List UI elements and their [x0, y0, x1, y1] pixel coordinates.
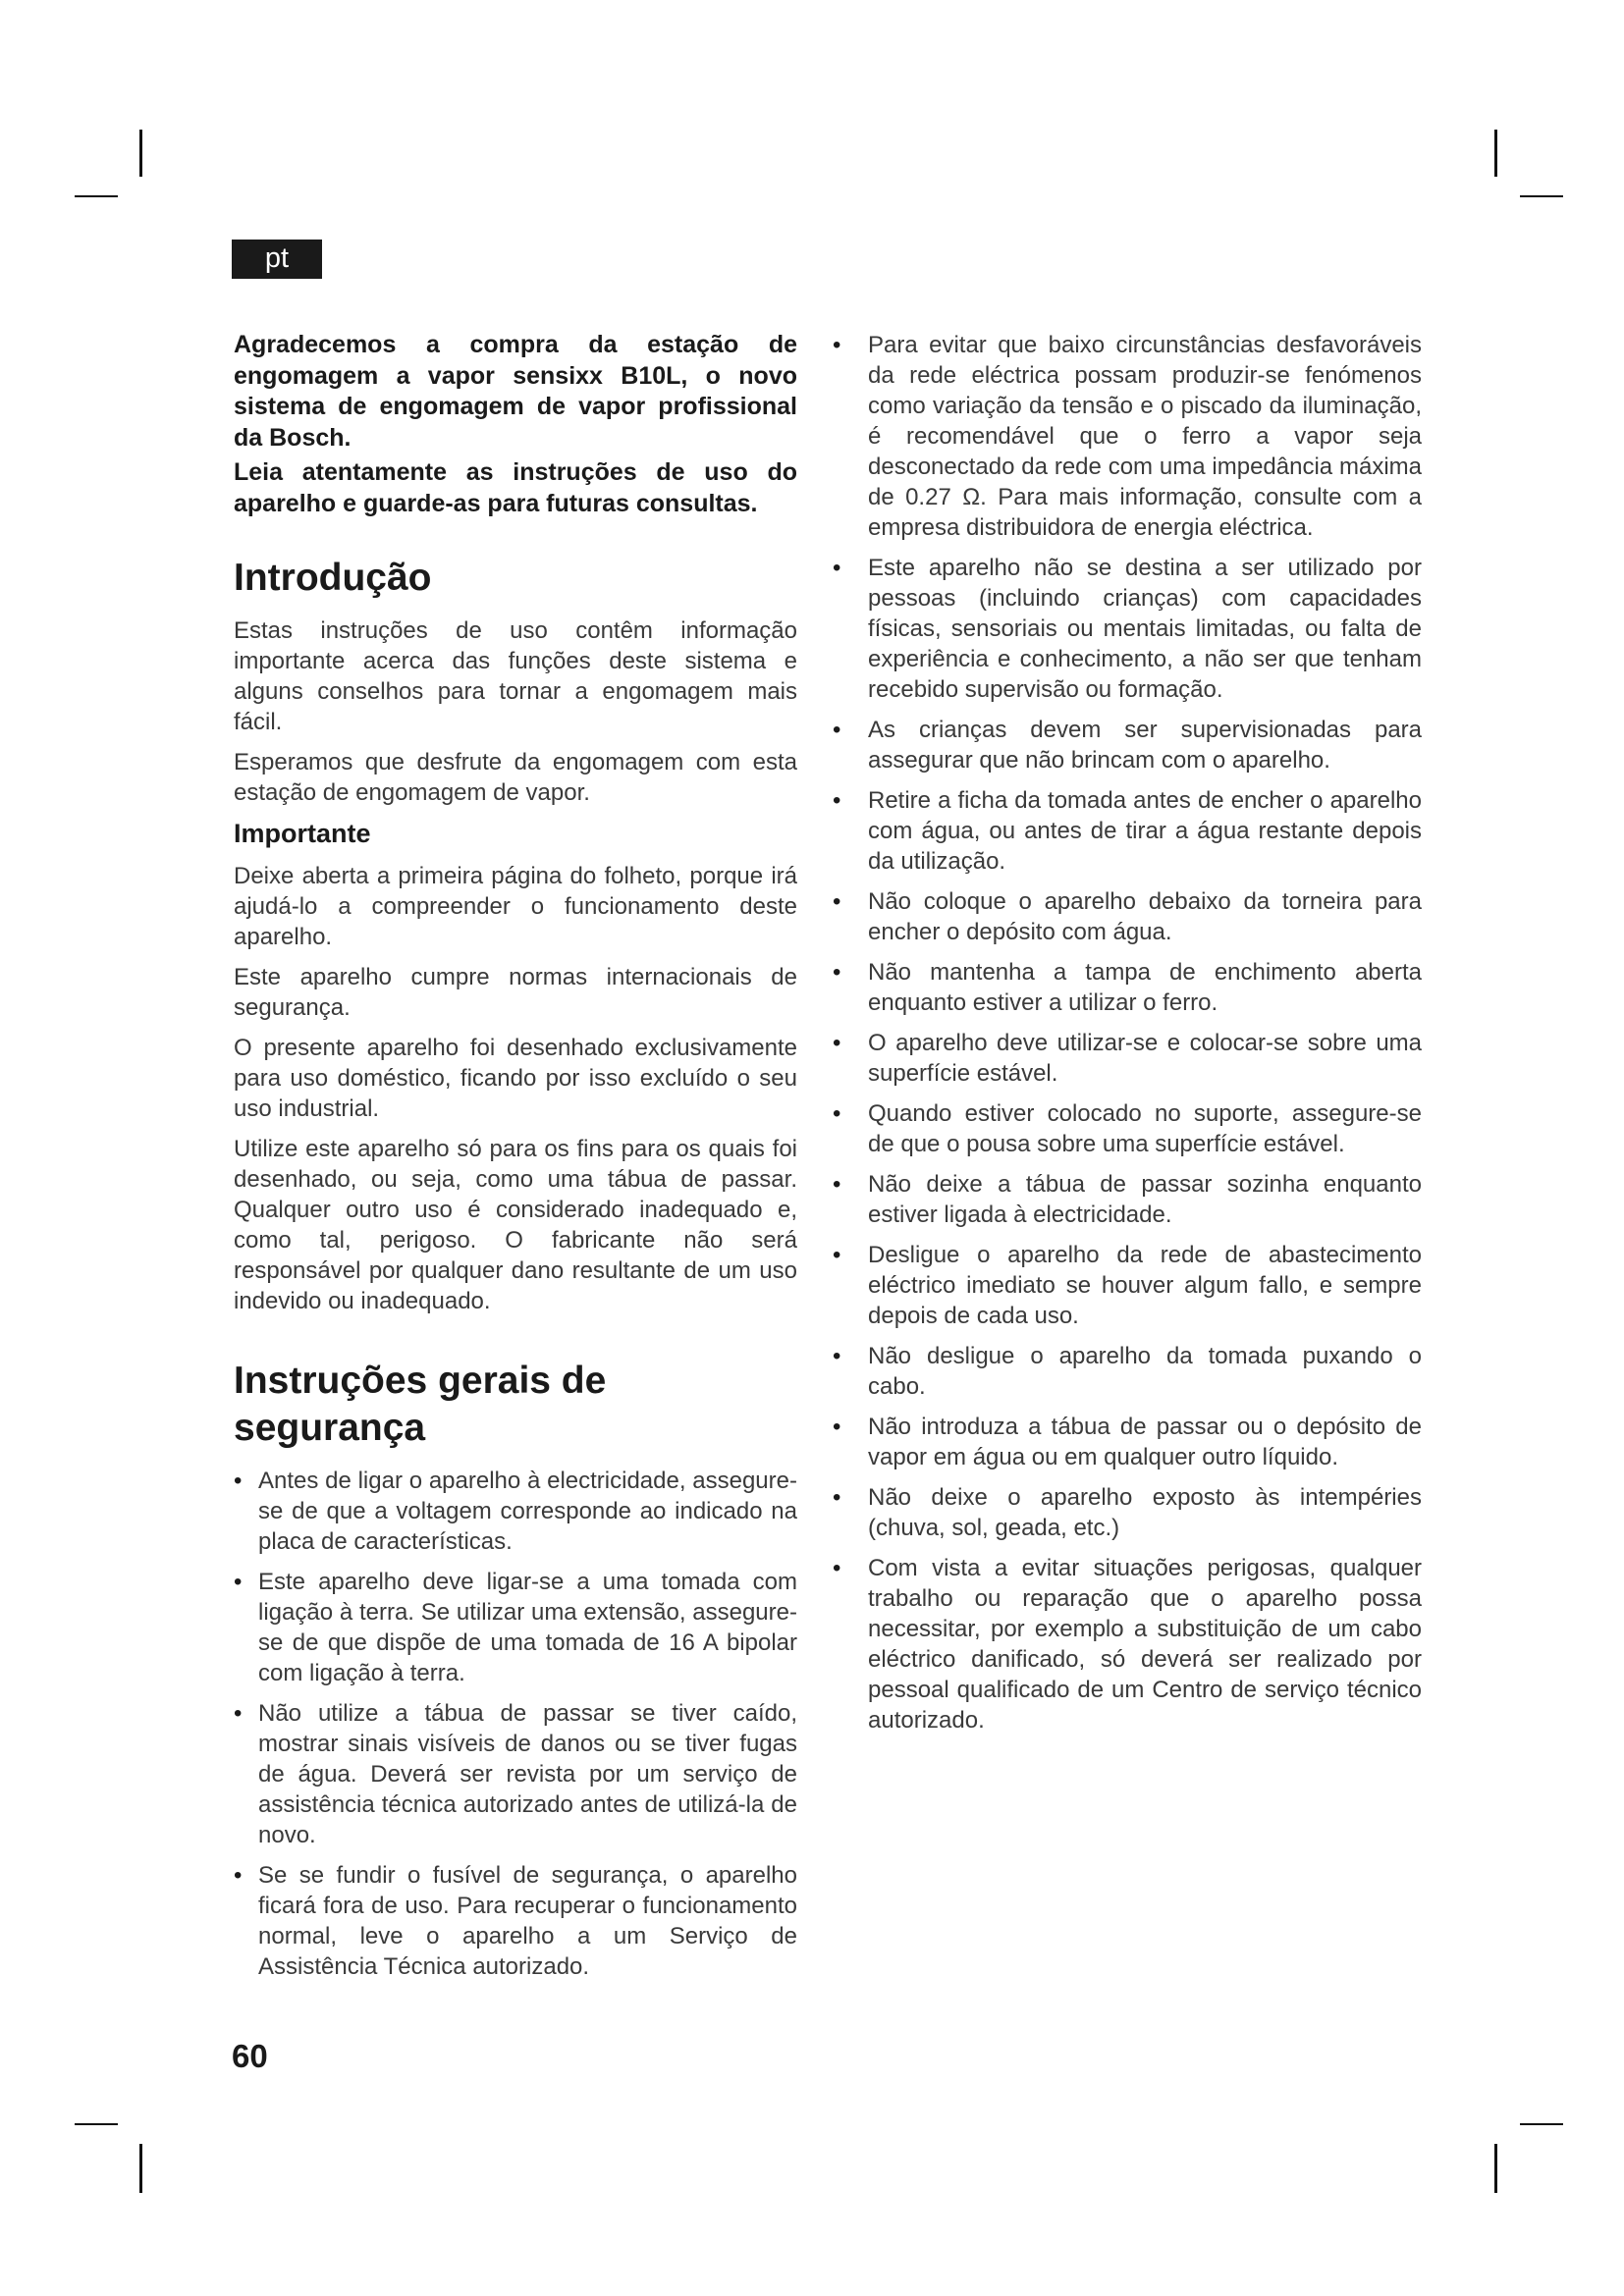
list-item — [234, 1860, 797, 1982]
list-item — [833, 715, 1422, 775]
list-item-text: Não desligue o aparelho da tomada puxando o cabo. — [868, 1343, 1422, 1400]
bullet-icon: • — [833, 1414, 841, 1440]
crop-mark — [139, 130, 142, 177]
crop-mark — [1520, 2123, 1563, 2125]
bullet-icon: • — [833, 1555, 841, 1581]
list-item-text: Este aparelho deve ligar-se a uma tomada com ligação à terra. Se utilizar uma extensão, assegure-se de que dispõe de uma tomada de 16 A bipolar com ligação à terra. — [258, 1569, 797, 1686]
bullet-icon: • — [833, 1343, 841, 1369]
bullet-icon: • — [833, 1242, 841, 1268]
crop-mark — [75, 195, 118, 197]
list-item — [833, 785, 1422, 877]
intro-thanks: Agradecemos a compra da estação de engomagem a vapor sensixx B10L, o novo sistema de engomagem de vapor profissional da Bosch. — [234, 331, 797, 452]
list-item — [833, 330, 1422, 543]
section-title-seguranca — [234, 1358, 797, 1452]
section-title-introducao: Introdução — [234, 557, 432, 599]
intro-read-instructions: Leia atentamente as instruções de uso do aparelho e guarde-as para futuras consultas. — [234, 458, 797, 517]
bullet-icon: • — [234, 1700, 243, 1727]
list-item-text: O aparelho deve utilizar-se e colocar-se sobre uma superfície estável. — [868, 1030, 1422, 1087]
subsection-title-importante: Importante — [234, 819, 371, 848]
crop-mark — [139, 2144, 142, 2193]
bullet-icon: • — [833, 1484, 841, 1511]
crop-mark — [1494, 2144, 1497, 2193]
list-item-text: Desligue o aparelho da rede de abastecimento eléctrico imediato se houver algum fallo, e sempre depois de cada uso. — [868, 1242, 1422, 1329]
language-badge: pt — [232, 240, 322, 279]
list-item-text: Não deixe o aparelho exposto às intempéries (chuva, sol, geada, etc.) — [868, 1484, 1422, 1541]
list-item — [833, 1028, 1422, 1089]
importante-paragraph: O presente aparelho foi desenhado exclusivamente para uso doméstico, ficando por isso excluído o seu uso industrial. — [234, 1035, 797, 1122]
bullet-icon: • — [833, 787, 841, 814]
bullet-icon: • — [234, 1468, 243, 1494]
safety-list-right — [833, 330, 1422, 1735]
bullet-icon: • — [833, 888, 841, 915]
crop-mark — [75, 2123, 118, 2125]
bullet-icon: • — [833, 1030, 841, 1056]
list-item-text: Não introduza a tábua de passar ou o depósito de vapor em água ou em qualquer outro líquido. — [868, 1414, 1422, 1470]
bullet-icon: • — [234, 1569, 243, 1595]
list-item-text: As crianças devem ser supervisionadas para assegurar que não brincam com o aparelho. — [868, 717, 1422, 774]
introducao-paragraph: Esperamos que desfrute da engomagem com esta estação de engomagem de vapor. — [234, 749, 797, 806]
right-column — [833, 330, 1422, 1745]
list-item-text: Se se fundir o fusível de segurança, o aparelho ficará fora de uso. Para recuperar o funcionamento normal, leve o aparelho a um Serviço de Assistência Técnica autorizado. — [258, 1862, 797, 1980]
list-item — [833, 1240, 1422, 1331]
list-item — [833, 886, 1422, 947]
crop-mark — [1520, 195, 1563, 197]
list-item-text: Com vista a evitar situações perigosas, qualquer trabalho ou reparação que o aparelho possa necessitar, por exemplo a substituição de um cabo eléctrico danificado, só deverá ser realizado por pessoal qualificado de um Centro de serviço técnico autorizado. — [868, 1555, 1422, 1734]
list-item — [833, 1341, 1422, 1402]
bullet-icon: • — [234, 1862, 243, 1889]
safety-list-left — [234, 1466, 797, 1982]
list-item — [234, 1567, 797, 1688]
bullet-icon: • — [833, 555, 841, 581]
list-item — [833, 1098, 1422, 1159]
bullet-icon: • — [833, 1171, 841, 1198]
list-item — [833, 1169, 1422, 1230]
list-item-text: Não coloque o aparelho debaixo da torneira para encher o depósito com água. — [868, 888, 1422, 945]
list-item-text: Quando estiver colocado no suporte, assegure-se de que o pousa sobre uma superfície estável. — [868, 1100, 1422, 1157]
list-item-text: Para evitar que baixo circunstâncias desfavoráveis da rede eléctrica possam produzir-se fenómenos como variação da tensão e o piscado da iluminação, é recomendável que o ferro a vapor seja desconectado da rede com uma impedância máxima de 0.27 Ω. Para mais informação, consulte com a empresa distribuidora de energia eléctrica. — [868, 332, 1422, 541]
importante-paragraph: Utilize este aparelho só para os fins para os quais foi desenhado, ou seja, como uma tábua de passar. Qualquer outro uso é considerado inadequado e, como tal, perigoso. O fabricante não será responsável por qualquer dano resultante de um uso indevido ou inadequado. — [234, 1136, 797, 1314]
page-number: 60 — [232, 2038, 268, 2074]
list-item-text: Antes de ligar o aparelho à electricidade, assegure-se de que a voltagem corresponde ao indicado na placa de características. — [258, 1468, 797, 1555]
crop-mark — [1494, 130, 1497, 177]
list-item — [234, 1698, 797, 1850]
list-item-text: Este aparelho não se destina a ser utilizado por pessoas (incluindo crianças) com capacidades físicas, sensoriais ou mentais limitadas, ou falta de experiência e conhecimento, a não ser que tenham recebido supervisão ou formação. — [868, 555, 1422, 703]
list-item — [833, 553, 1422, 705]
introducao-paragraph: Estas instruções de uso contêm informação importante acerca das funções deste sistema e alguns conselhos para tornar a engomagem mais fácil. — [234, 617, 797, 735]
bullet-icon: • — [833, 1100, 841, 1127]
importante-paragraph: Deixe aberta a primeira página do folheto, porque irá ajudá-lo a compreender o funcionamento deste aparelho. — [234, 863, 797, 950]
list-item-text: Não mantenha a tampa de enchimento aberta enquanto estiver a utilizar o ferro. — [868, 959, 1422, 1016]
list-item — [234, 1466, 797, 1557]
list-item — [833, 1412, 1422, 1472]
list-item — [833, 1553, 1422, 1735]
left-column — [234, 330, 797, 1992]
list-item-text: Não utilize a tábua de passar se tiver caído, mostrar sinais visíveis de danos ou se tiver fugas de água. Deverá ser revista por um serviço de assistência técnica autorizado antes de utilizá-la de novo. — [258, 1700, 797, 1848]
list-item-text: Retire a ficha da tomada antes de encher o aparelho com água, ou antes de tirar a água restante depois da utilização. — [868, 787, 1422, 875]
bullet-icon: • — [833, 332, 841, 358]
list-item-text: Não deixe a tábua de passar sozinha enquanto estiver ligada à electricidade. — [868, 1171, 1422, 1228]
section-title-line: segurança — [234, 1407, 426, 1449]
bullet-icon: • — [833, 959, 841, 986]
section-title-line: Instruções gerais de — [234, 1360, 607, 1402]
list-item — [833, 957, 1422, 1018]
importante-paragraph: Este aparelho cumpre normas internacionais de segurança. — [234, 964, 797, 1021]
list-item — [833, 1482, 1422, 1543]
bullet-icon: • — [833, 717, 841, 743]
